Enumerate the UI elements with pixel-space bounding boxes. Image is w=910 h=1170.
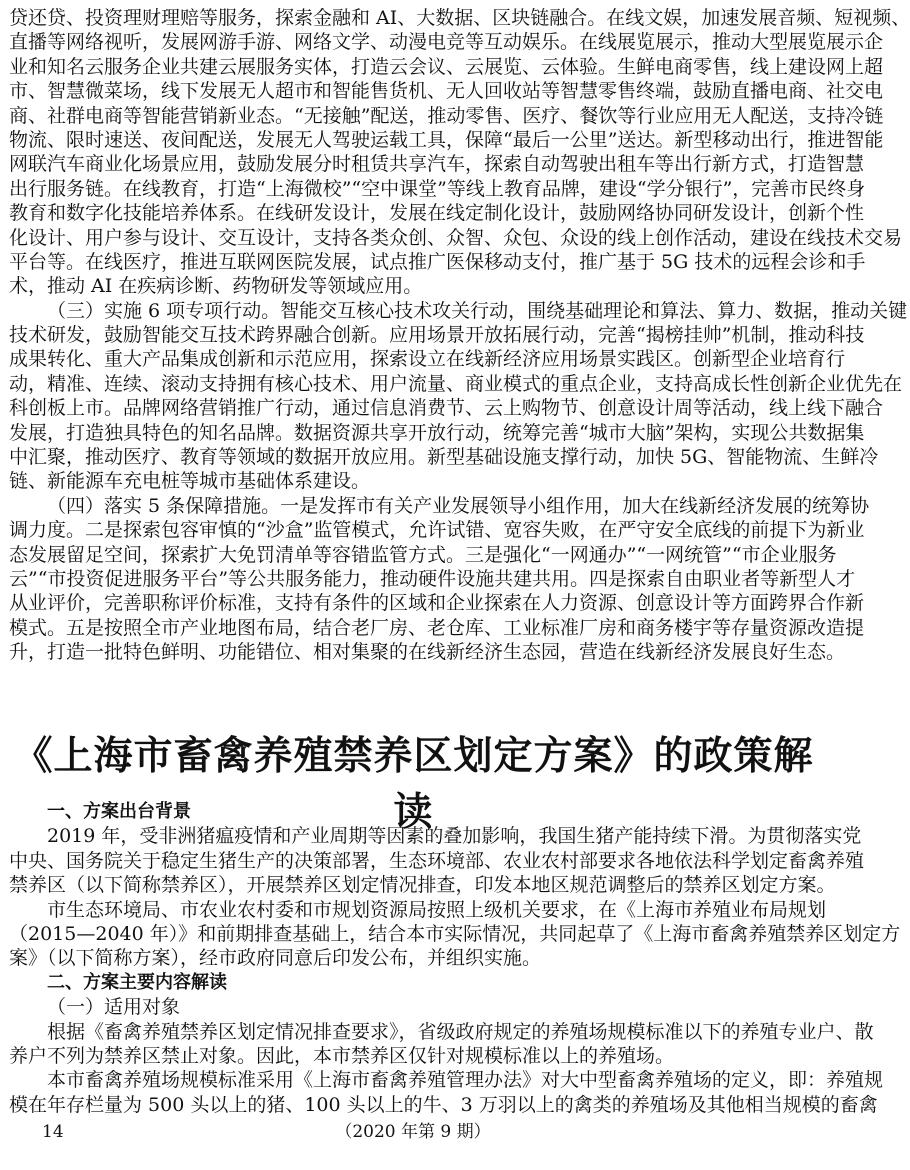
page-footer	[0, 1120, 827, 1144]
paragraph-line: 网联汽车商业化场景应用，鼓励发展分时租赁共享汽车，探索自动驾驶出租车等出行新方式，打造智慧	[9, 153, 865, 176]
article-title: 《上海市畜禽养殖禁养区划定方案》的政策解读	[13, 733, 814, 835]
paragraph-line: 养户不列为禁养区禁止对象。因此，本市禁养区仅针对规模标准以上的养殖场。	[9, 1044, 675, 1067]
paragraph-line: 化设计、用户参与设计、交互设计，支持各类众创、众智、众包、众设的线上创作活动，建设在线技术交易	[9, 226, 903, 249]
paragraph-line: 物流、限时速送、夜间配送，发展无人驾驶运载工具，保障“最后一公里”送达。新型移动出行，推进智能	[9, 128, 884, 151]
paragraph-line: （2015—2040 年）》和前期排查基础上，结合本市实际情况，共同起草了《上海市畜禽养殖禁养区划定方	[9, 922, 901, 945]
paragraph-line: 术，推动 AI 在疾病诊断、药物研发等领域应用。	[9, 275, 423, 298]
paragraph-line: 发展，打造独具特色的知名品牌。数据资源共享开放行动，统筹完善“城市大脑”架构，实现公共数据集	[9, 421, 865, 444]
section-heading: 二、方案主要内容解读	[47, 971, 227, 993]
page-number: 14	[42, 1122, 64, 1142]
paragraph-line: 中汇聚，推动医疗、教育等领域的数据开放应用。新型基础设施支撑行动，加快 5G、智能物流、生鲜冷	[9, 446, 879, 469]
paragraph-line: 根据《畜禽养殖禁养区划定情况排查要求》，省级政府规定的养殖场规模标准以下的养殖专业户、散	[47, 1020, 874, 1043]
paragraph-line: 直播等网络视听，发展网游手游、网络文学、动漫电竞等互动娱乐。在线展览展示，推动大型展览展示企	[9, 31, 884, 54]
section-heading: 一、方案出台背景	[47, 801, 191, 822]
paragraph-line: 平台等。在线医疗，推进互联网医院发展，试点推广医保移动支付，推广基于 5G 技术的远程会诊和手	[9, 250, 866, 273]
paragraph-line: 教育和数字化技能培养体系。在线研发设计，发展在线定制化设计，鼓励网络协同研发设计，创新个性	[9, 202, 865, 225]
paragraph-line: 案》（以下简称方案），经市政府同意后印发公布，并组织实施。	[9, 947, 542, 970]
paragraph-line: 科创板上市。品牌网络营销推广行动，通过信息消费节、云上购物节、创意设计周等活动，线上线下融合	[9, 397, 884, 420]
paragraph-line: 链、新能源车充电桩等城市基础体系建设。	[9, 470, 371, 493]
body-text-continued	[9, 6, 910, 665]
paragraph-line: 态发展留足空间，探索扩大免罚清单等容错监管方式。三是强化“一网通办”“一网统管”“市企业服务	[9, 543, 837, 566]
paragraph-line: 市生态环境局、市农业农村委和市规划资源局按照上级机关要求，在《上海市养殖业布局规划	[47, 898, 827, 921]
paragraph-line: 云”“市投资促进服务平台”等公共服务能力，推动硬件设施共建共用。四是探索自由职业者等新型人才	[9, 567, 856, 590]
paragraph-line: 升，打造一批特色鲜明、功能错位、相对集聚的在线新经济生态园，营造在线新经济发展良好生态。	[9, 641, 846, 664]
paragraph-line: 本市畜禽养殖场规模标准采用《上海市畜禽养殖管理办法》对大中型畜禽养殖场的定义，即：养殖规	[47, 1069, 884, 1092]
paragraph-line: 2019 年，受非洲猪瘟疫情和产业周期等因素的叠加影响，我国生猪产能持续下滑。为贯彻落实党	[47, 825, 862, 848]
paragraph-line: 成果转化、重大产品集成创新和示范应用，探索设立在线新经济应用场景实践区。创新型企业培育行	[9, 348, 846, 371]
paragraph-line: 禁养区（以下简称禁养区），开展禁养区划定情况排查，印发本地区规范调整后的禁养区划定方案。	[9, 874, 836, 897]
paragraph-line: 出行服务链。在线教育，打造“上海微校”“空中课堂”等线上教育品牌，建设“学分银行”，完善市民终身	[9, 177, 866, 200]
paragraph-line: 动，精准、连续、滚动支持拥有核心技术、用户流量、商业模式的重点企业，支持高成长性创新企业优先在	[9, 372, 903, 395]
article-body	[9, 800, 901, 1117]
paragraph-line: 调力度。二是探索包容审慎的“沙盒”监管模式，允许试错、宽容失败，在严守安全底线的前提下为新业	[9, 519, 865, 542]
paragraph-line: （三）实施 6 项专项行动。智能交互核心技术攻关行动，围绕基础理论和算法、算力、数据，推动关键	[47, 299, 908, 322]
paragraph-line: （四）落实 5 条保障措施。一是发挥市有关产业发展领导小组作用，加大在线新经济发展的统筹协	[47, 494, 870, 517]
paragraph-line: 模式。五是按照全市产业地图布局，结合老厂房、老仓库、工业标准厂房和商务楼宇等存量资源改造提	[9, 616, 865, 639]
paragraph-line: 商、社群电商等智能营销新业态。“无接触”配送，推动零售、医疗、餐饮等行业应用无人配送，支持冷链	[9, 104, 884, 127]
paragraph-line: （一）适用对象	[47, 996, 181, 1019]
paragraph-line: 中央、国务院关于稳定生猪生产的决策部署，生态环境部、农业农村部要求各地依法科学划定畜禽养殖	[9, 849, 865, 872]
paragraph-line: 业和知名云服务企业共建云展服务实体，打造云会议、云展览、云体验。生鲜电商零售，线上建设网上超	[9, 55, 884, 78]
paragraph-line: 模在年存栏量为 500 头以上的猪、100 头以上的牛、3 万羽以上的禽类的养殖场及其他相当规模的畜禽	[9, 1093, 878, 1116]
paragraph-line: 贷还贷、投资理财理赔等服务，探索金融和 AI、大数据、区块链融合。在线文娱，加速发展音频、短视频、	[9, 7, 910, 29]
paragraph-line: 技术研发，鼓励智能交互技术跨界融合创新。应用场景开放拓展行动，完善“揭榜挂帅”机制，推动科技	[9, 324, 865, 347]
issue-label: （2020 年第 9 期）	[335, 1122, 491, 1142]
paragraph-line: 从业评价，完善职称评价标准，支持有条件的区域和企业探索在人力资源、创意设计等方面跨界合作新	[9, 592, 865, 615]
paragraph-line: 市、智慧微菜场，线下发展无人超市和智能售货机、无人回收站等智慧零售终端，鼓励直播电商、社交电	[9, 80, 884, 103]
